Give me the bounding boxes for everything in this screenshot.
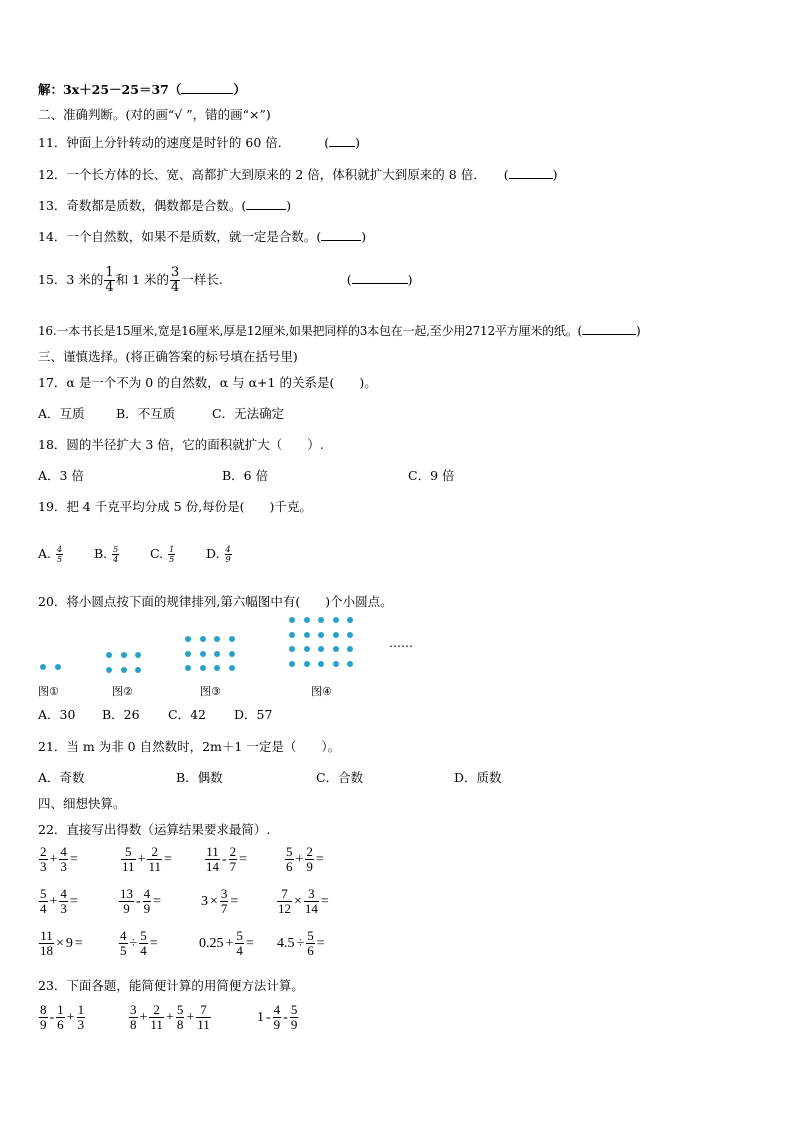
dot bbox=[121, 652, 127, 658]
q22-expr-1 bbox=[38, 845, 79, 874]
plus-sign: + bbox=[165, 1009, 174, 1025]
dot bbox=[318, 661, 324, 667]
dot bbox=[289, 632, 295, 638]
option-letter: D. bbox=[206, 546, 220, 561]
dot bbox=[304, 632, 310, 638]
fraction: $\frac{5}{6}$ bbox=[286, 844, 293, 874]
equals-sign: = bbox=[230, 893, 239, 909]
dot bbox=[318, 632, 324, 638]
question-18: 18．圆的半径扩大 3 倍，它的面积就扩大（ ）. bbox=[38, 437, 324, 452]
equals-sign: = bbox=[320, 893, 329, 909]
numerator: 5 bbox=[113, 545, 119, 554]
equals-sign: = bbox=[69, 893, 78, 909]
fraction: $\frac{5}{4}$ bbox=[40, 886, 47, 916]
denominator: 4 bbox=[113, 555, 119, 564]
question-19: 19．把 4 千克平均分成 5 份,每份是( )千克。 bbox=[38, 499, 312, 514]
fraction: $\frac{2}{11}$ bbox=[150, 1002, 163, 1032]
dot bbox=[214, 651, 220, 657]
q22-expr-2 bbox=[120, 845, 173, 874]
fraction bbox=[104, 266, 114, 295]
equals-sign: = bbox=[239, 851, 248, 867]
fraction: $\frac{3}{8}$ bbox=[130, 1002, 137, 1032]
question-17: 17．α 是一个不为 0 的自然数，α 与 α+1 的关系是( )。 bbox=[38, 375, 377, 390]
fraction: $\frac{3}{7}$ bbox=[220, 886, 228, 916]
denominator: 4 bbox=[171, 280, 180, 295]
solve-line bbox=[38, 82, 246, 98]
q22-expr-7 bbox=[200, 887, 239, 916]
divide-sign: ÷ bbox=[296, 935, 305, 951]
number: 4.5 bbox=[277, 935, 295, 951]
q22-expr-3 bbox=[204, 845, 248, 874]
numerator: 1 bbox=[169, 545, 175, 554]
times-sign: × bbox=[210, 893, 218, 909]
minus-sign: - bbox=[222, 851, 227, 867]
numerator: 4 bbox=[57, 545, 63, 554]
option-letter: C. bbox=[150, 546, 164, 561]
question-21: 21．当 m 为非 0 自然数时，2m＋1 一定是（ ）。 bbox=[38, 739, 341, 754]
fraction: $\frac{7}{12}$ bbox=[278, 886, 291, 916]
q14-blank[interactable] bbox=[321, 229, 361, 241]
q11-blank[interactable] bbox=[329, 135, 355, 147]
dot bbox=[121, 667, 127, 673]
fraction bbox=[170, 266, 180, 295]
plus-sign: + bbox=[139, 1009, 148, 1025]
numerator: 4 bbox=[225, 545, 231, 554]
option-d[interactable]: D．57 bbox=[234, 707, 273, 722]
equals-sign: = bbox=[245, 935, 254, 951]
option-a[interactable]: A．奇数 bbox=[38, 770, 85, 785]
q15-text-a: 15．3 米的 bbox=[38, 272, 104, 287]
denominator: 9 bbox=[225, 555, 231, 564]
number: 1 bbox=[257, 1009, 264, 1025]
solve-close: ） bbox=[233, 82, 246, 97]
section-3-title: 三、谨慎选择。(将正确答案的标号填在括号里) bbox=[38, 349, 298, 364]
option-a[interactable]: A．30 bbox=[38, 707, 76, 722]
fraction: $\frac{4}{9}$ bbox=[143, 886, 151, 916]
question-11 bbox=[38, 135, 360, 151]
option-c[interactable]: C．无法确定 bbox=[212, 406, 285, 421]
dot bbox=[289, 617, 295, 623]
figure-1-caption: 图① bbox=[38, 685, 59, 698]
solve-text: 解：3x＋25－25＝37（ bbox=[38, 82, 182, 97]
question-16 bbox=[38, 323, 641, 339]
equals-sign: = bbox=[316, 935, 325, 951]
option-d[interactable]: D．质数 bbox=[454, 770, 502, 785]
dot bbox=[106, 652, 112, 658]
q14-close: ) bbox=[361, 229, 367, 244]
denominator: 5 bbox=[169, 555, 175, 564]
dot bbox=[318, 646, 324, 652]
answer-blank[interactable] bbox=[181, 82, 233, 94]
q15-text-c: 一样长. bbox=[181, 272, 223, 287]
dot bbox=[289, 661, 295, 667]
minus-sign: - bbox=[283, 1009, 288, 1025]
equals-sign: = bbox=[153, 893, 162, 909]
section-4-title: 四、细想快算。 bbox=[38, 796, 126, 811]
option-b[interactable]: B．不互质 bbox=[116, 406, 176, 421]
dot bbox=[214, 665, 220, 671]
q13-blank[interactable] bbox=[246, 198, 286, 210]
q13-text: 13．奇数都是质数，偶数都是合数。( bbox=[38, 198, 247, 213]
question-12 bbox=[38, 167, 557, 183]
times-sign: × bbox=[294, 893, 302, 909]
option-d[interactable] bbox=[206, 541, 233, 567]
q15-open: ( bbox=[346, 272, 352, 287]
option-a[interactable]: A．3 倍 bbox=[38, 468, 84, 483]
fraction: $\frac{7}{11}$ bbox=[197, 1002, 210, 1032]
q22-expr-6 bbox=[118, 887, 162, 916]
q12-open: ( bbox=[503, 167, 509, 182]
option-a[interactable]: A．互质 bbox=[38, 406, 85, 421]
dot bbox=[347, 646, 353, 652]
fraction: $\frac{11}{14}$ bbox=[206, 844, 219, 874]
q22-expr-10 bbox=[118, 929, 159, 958]
dot bbox=[200, 651, 206, 657]
dot bbox=[185, 651, 191, 657]
fraction: $\frac{2}{7}$ bbox=[229, 844, 237, 874]
dot bbox=[185, 636, 191, 642]
dot bbox=[333, 661, 339, 667]
q16-blank[interactable] bbox=[582, 323, 636, 335]
fraction: $\frac{4}{3}$ bbox=[60, 844, 67, 874]
option-letter: B. bbox=[94, 546, 108, 561]
figure-2-caption: 图② bbox=[112, 685, 133, 698]
section-2-title: 二、准确判断。(对的画“√ ”，错的画“×”) bbox=[38, 107, 271, 122]
dot bbox=[40, 664, 46, 670]
option-c[interactable]: C．合数 bbox=[316, 770, 364, 785]
dot bbox=[333, 617, 339, 623]
plus-sign: + bbox=[49, 893, 58, 909]
equals-sign: = bbox=[149, 935, 158, 951]
dot bbox=[333, 646, 339, 652]
q11-text: 11．钟面上分针转动的速度是时针的 60 倍． bbox=[38, 135, 291, 150]
fraction: $\frac{4}{5}$ bbox=[120, 928, 127, 958]
q15-close: ) bbox=[407, 272, 413, 287]
dot bbox=[135, 652, 141, 658]
q11-close: ) bbox=[355, 135, 361, 150]
fraction: $\frac{4}{3}$ bbox=[60, 886, 67, 916]
plus-sign: + bbox=[49, 851, 58, 867]
equals-sign: = bbox=[69, 851, 78, 867]
q23-expr-3 bbox=[256, 1003, 299, 1032]
q22-expr-8 bbox=[276, 887, 330, 916]
dot bbox=[229, 665, 235, 671]
fraction: $\frac{5}{4}$ bbox=[236, 928, 243, 958]
denominator: 5 bbox=[57, 555, 63, 564]
question-13 bbox=[38, 198, 291, 214]
dot bbox=[55, 664, 61, 670]
q22-expr-5 bbox=[38, 887, 79, 916]
fraction: $\frac{8}{9}$ bbox=[40, 1002, 47, 1032]
fraction: $\frac{5}{9}$ bbox=[290, 1002, 298, 1032]
minus-sign: - bbox=[266, 1009, 271, 1025]
fraction: $\frac{5}{6}$ bbox=[307, 928, 314, 958]
fraction bbox=[112, 545, 119, 564]
fraction: $\frac{4}{9}$ bbox=[273, 1002, 281, 1032]
q16-text: 16.一本书长是15厘米,宽是16厘米,厚是12厘米,如果把同样的3本包在一起,至少用2712平方厘米的纸。( bbox=[38, 324, 583, 338]
minus-sign: - bbox=[49, 1009, 55, 1025]
denominator: 4 bbox=[105, 280, 114, 295]
plus-sign: + bbox=[295, 851, 304, 867]
fraction: $\frac{11}{18}$ bbox=[40, 928, 53, 958]
dot bbox=[304, 661, 310, 667]
dot bbox=[185, 665, 191, 671]
fraction: $\frac{1}{6}$ bbox=[57, 1002, 64, 1032]
q14-text: 14．一个自然数，如果不是质数，就一定是合数。( bbox=[38, 229, 322, 244]
figure-4-caption: 图④ bbox=[311, 685, 332, 698]
number: 0.25 bbox=[199, 935, 224, 951]
q13-close: ) bbox=[286, 198, 292, 213]
plus-sign: + bbox=[186, 1009, 195, 1025]
dot bbox=[229, 651, 235, 657]
q15-blank[interactable] bbox=[352, 272, 408, 284]
question-22: 22．直接写出得数（运算结果要求最简）. bbox=[38, 822, 271, 837]
plus-sign: + bbox=[66, 1009, 75, 1025]
option-a[interactable] bbox=[38, 541, 94, 567]
numerator: 1 bbox=[105, 265, 114, 280]
fraction: $\frac{5}{8}$ bbox=[176, 1002, 184, 1032]
equals-sign: = bbox=[315, 851, 324, 867]
dot bbox=[318, 617, 324, 623]
q11-open: ( bbox=[324, 135, 330, 150]
q23-expr-2 bbox=[128, 1003, 212, 1032]
option-b[interactable] bbox=[94, 541, 150, 567]
dot bbox=[214, 636, 220, 642]
equals-sign: = bbox=[163, 851, 172, 867]
dot bbox=[333, 632, 339, 638]
option-c[interactable]: C．9 倍 bbox=[408, 468, 455, 483]
option-letter: A. bbox=[38, 546, 52, 561]
minus-sign: - bbox=[136, 893, 141, 909]
q21-options bbox=[38, 770, 502, 786]
q18-options bbox=[38, 468, 455, 484]
question-23: 23．下面各题，能简便计算的用简便方法计算。 bbox=[38, 978, 304, 993]
question-20: 20．将小圆点按下面的规律排列,第六幅图中有( )个小圆点。 bbox=[38, 594, 393, 609]
dot bbox=[304, 646, 310, 652]
times-sign: × bbox=[56, 935, 64, 951]
q20-options bbox=[38, 707, 272, 723]
divide-sign: ÷ bbox=[129, 935, 138, 951]
option-c[interactable] bbox=[150, 541, 206, 567]
q23-expr-1 bbox=[38, 1003, 86, 1032]
plus-sign: + bbox=[225, 935, 234, 951]
fraction: $\frac{2}{3}$ bbox=[40, 844, 47, 874]
option-b[interactable]: B．26 bbox=[102, 707, 140, 722]
q12-close: ) bbox=[552, 167, 558, 182]
dot bbox=[347, 632, 353, 638]
fraction bbox=[225, 545, 232, 564]
q12-blank[interactable] bbox=[509, 167, 553, 179]
dot bbox=[106, 667, 112, 673]
ellipsis: …… bbox=[389, 636, 413, 650]
dot bbox=[304, 617, 310, 623]
q17-options bbox=[38, 406, 284, 422]
q19-options bbox=[38, 541, 233, 567]
option-b[interactable]: B．偶数 bbox=[176, 770, 223, 785]
fraction: $\frac{5}{11}$ bbox=[122, 844, 135, 874]
fraction: $\frac{1}{3}$ bbox=[77, 1002, 85, 1032]
number: 3 bbox=[201, 893, 208, 909]
numerator: 3 bbox=[171, 265, 180, 280]
plus-sign: + bbox=[137, 851, 146, 867]
dot bbox=[347, 661, 353, 667]
option-b[interactable]: B．6 倍 bbox=[222, 468, 269, 483]
dot bbox=[289, 646, 295, 652]
dot bbox=[229, 636, 235, 642]
fraction: $\frac{2}{11}$ bbox=[148, 844, 161, 874]
q22-expr-4 bbox=[284, 845, 325, 874]
dot bbox=[200, 665, 206, 671]
fraction: $\frac{2}{9}$ bbox=[306, 844, 313, 874]
fraction: $\frac{3}{14}$ bbox=[304, 886, 318, 916]
fraction bbox=[168, 545, 175, 564]
equals-sign: = bbox=[74, 935, 83, 951]
q22-expr-9 bbox=[38, 929, 84, 958]
fraction: $\frac{13}{9}$ bbox=[120, 886, 133, 916]
question-15 bbox=[38, 263, 413, 297]
q12-text: 12．一个长方体的长、宽、高都扩大到原来的 2 倍，体积就扩大到原来的 8 倍． bbox=[38, 167, 486, 182]
dot bbox=[347, 617, 353, 623]
q22-expr-12 bbox=[276, 929, 326, 958]
option-c[interactable]: C．42 bbox=[168, 707, 206, 722]
fraction: $\frac{5}{4}$ bbox=[140, 928, 147, 958]
dot bbox=[135, 667, 141, 673]
dot bbox=[200, 636, 206, 642]
figure-3-caption: 图③ bbox=[200, 685, 221, 698]
q16-close: ) bbox=[636, 324, 641, 338]
q15-text-b: 和 1 米的 bbox=[115, 272, 170, 287]
number: 9 bbox=[65, 935, 73, 951]
fraction bbox=[56, 545, 63, 564]
q22-expr-11 bbox=[198, 929, 255, 958]
question-14 bbox=[38, 229, 366, 245]
